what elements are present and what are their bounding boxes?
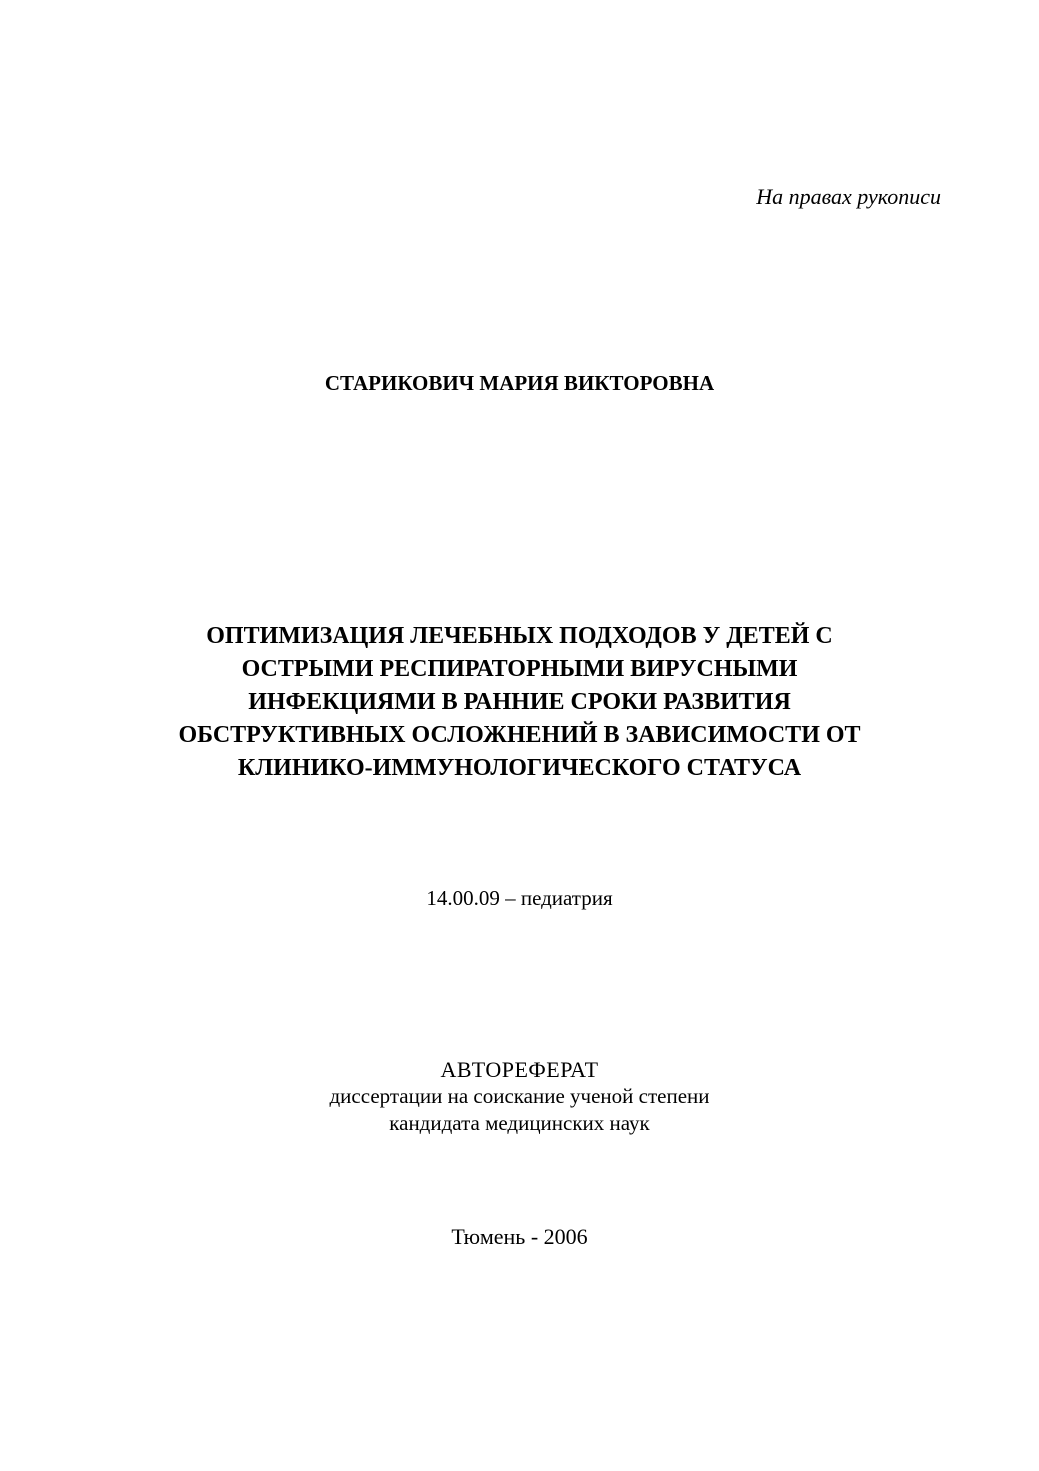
title-line: ОПТИМИЗАЦИЯ ЛЕЧЕБНЫХ ПОДХОДОВ У ДЕТЕЙ С (206, 623, 833, 649)
title-line: ОБСТРУКТИВНЫХ ОСЛОЖНЕНИЙ В ЗАВИСИМОСТИ ОТ (178, 722, 861, 748)
abstract-line: диссертации на соискание ученой степени (329, 1084, 710, 1108)
abstract-block (0, 1056, 1039, 1137)
place-year: Тюмень - 2006 (451, 1224, 588, 1249)
title-line: ИНФЕКЦИЯМИ В РАННИЕ СРОКИ РАЗВИТИЯ (248, 689, 791, 715)
author-name: СТАРИКОВИЧ МАРИЯ ВИКТОРОВНА (324, 371, 715, 395)
title-line: ОСТРЫМИ РЕСПИРАТОРНЫМИ ВИРУСНЫМИ (241, 656, 798, 682)
manuscript-note: На правах рукописи (756, 184, 941, 209)
title-line: КЛИНИКО-ИММУНОЛОГИЧЕСКОГО СТАТУСА (237, 755, 802, 781)
dissertation-title (0, 620, 1039, 785)
abstract-line: кандидата медицинских наук (389, 1111, 650, 1135)
specialty-code: 14.00.09 – педиатрия (426, 886, 613, 910)
abstract-heading: АВТОРЕФЕРАТ (440, 1057, 599, 1082)
